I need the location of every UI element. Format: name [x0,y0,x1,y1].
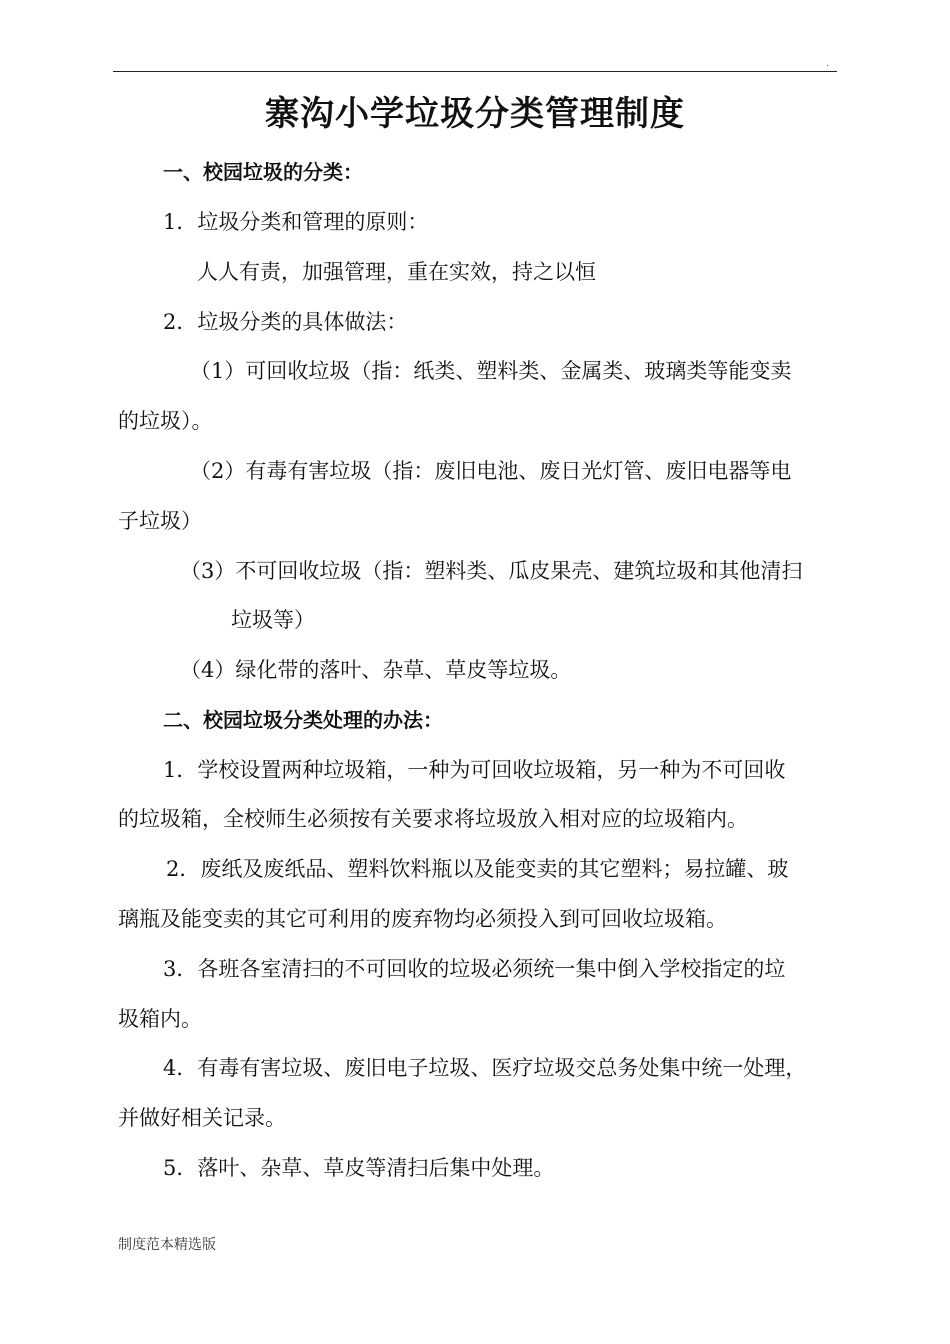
section2-p3-line2: 圾箱内。 [118,1007,202,1031]
page-footer: 制度范本精选版 [118,1237,216,1253]
section2-p4-line2: 并做好相关记录。 [118,1106,286,1130]
section2-p4-line1: 4．有毒有害垃圾、废旧电子垃圾、医疗垃圾交总务处集中统一处理， [163,1056,807,1080]
document-title: 寨沟小学垃圾分类管理制度 [265,94,685,134]
section1-sub3-line2: 垃圾等） [231,608,315,632]
section1-item2: 2．垃圾分类的具体做法： [163,310,408,334]
section1-item1: 1．垃圾分类和管理的原则： [163,210,429,234]
section1-sub1-line1: （1）可回收垃圾（指：纸类、塑料类、金属类、玻璃类等能变卖 [190,359,792,383]
section2-p2-line1: 2．废纸及废纸品、塑料饮料瓶以及能变卖的其它塑料；易拉罐、玻 [166,857,789,881]
section1-sub3-line1: （3）不可回收垃圾（指：塑料类、瓜皮果壳、建筑垃圾和其他清扫 [180,559,803,583]
header-rule [113,71,837,72]
section2-p2-line2: 璃瓶及能变卖的其它可利用的废弃物均必须投入到可回收垃圾箱。 [118,907,727,931]
section2-p1-line2: 的垃圾箱，全校师生必须按有关要求将垃圾放入相对应的垃圾箱内。 [118,807,748,831]
section1-heading: 一、校园垃圾的分类： [163,160,363,184]
section2-heading: 二、校园垃圾分类处理的办法： [163,708,443,732]
header-mark: . [826,58,830,69]
section2-p5: 5．落叶、杂草、草皮等清扫后集中处理。 [163,1156,555,1180]
section1-item1-text: 人人有责，加强管理，重在实效，持之以恒 [197,260,596,284]
section1-sub4: （4）绿化带的落叶、杂草、草皮等垃圾。 [180,658,572,682]
section1-sub2-line2: 子垃圾） [118,509,202,533]
section1-sub1-line2: 的垃圾）。 [118,409,213,433]
section2-p3-line1: 3．各班各室清扫的不可回收的垃圾必须统一集中倒入学校指定的垃 [163,957,786,981]
section2-p1-line1: 1．学校设置两种垃圾箱，一种为可回收垃圾箱，另一种为不可回收 [163,758,786,782]
section1-sub2-line1: （2）有毒有害垃圾（指：废旧电池、废日光灯管、废旧电器等电 [190,459,792,483]
